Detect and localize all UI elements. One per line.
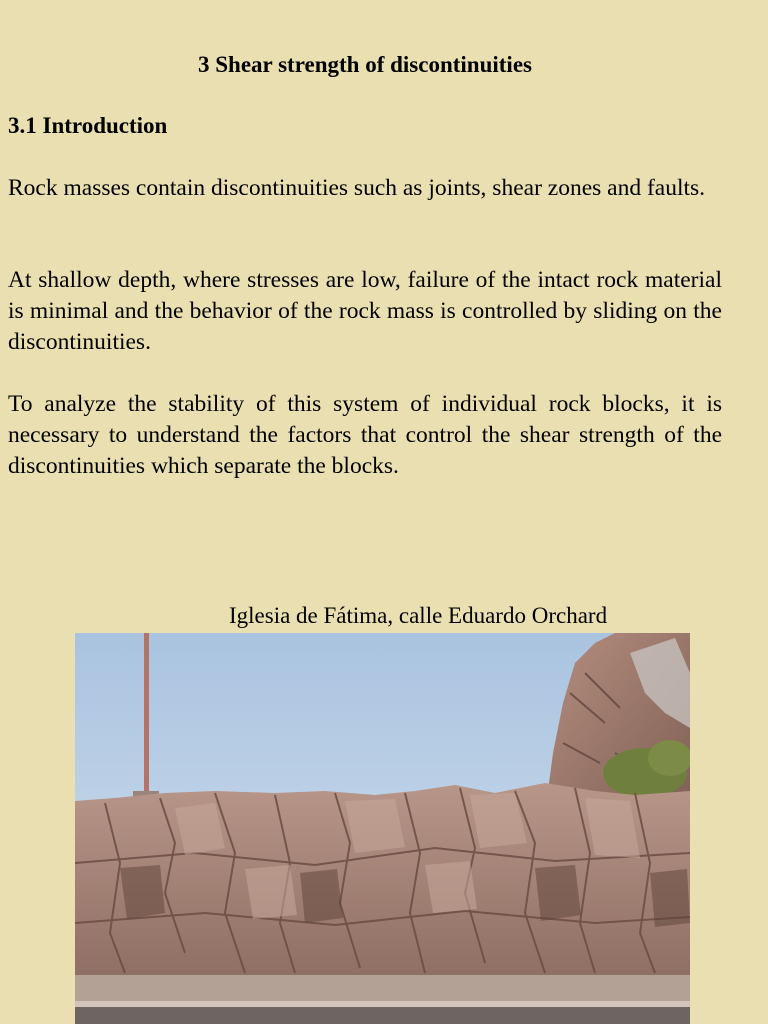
rock-outcrop-photo (75, 633, 690, 1024)
paragraph-shallow-depth: At shallow depth, where stresses are low, failure of the intact rock material is minimal and the behavior of the rock mass is controlled by sliding on the discontinuities. (8, 267, 722, 355)
figure-caption: Iglesia de Fátima, calle Eduardo Orchard (229, 603, 608, 628)
paragraph-rock-masses: Rock masses contain discontinuities such as joints, shear zones and faults. (8, 175, 706, 201)
section-heading: 3.1 Introduction (8, 113, 168, 138)
page-title: 3 Shear strength of discontinuities (198, 52, 532, 77)
paragraph-stability-analysis: To analyze the stability of this system of individual rock blocks, it is necessary to understand the factors that control the shear strength of the discontinuities which separate the blocks. (8, 391, 722, 479)
